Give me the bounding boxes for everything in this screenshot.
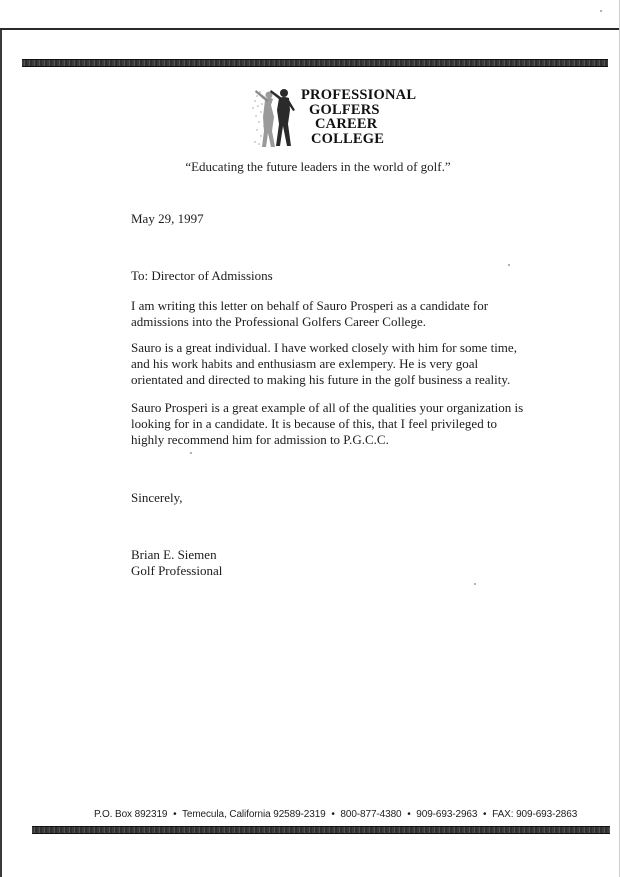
footer-po-box: P.O. Box 892319 [94,809,168,820]
paragraph-line: admissions into the Professional Golfers Career College. [131,314,426,329]
body-paragraph [131,340,517,388]
footer-phone: 909-693-2963 [416,809,478,820]
paragraph-line: highly recommend him for admission to P.G.C.C. [131,432,389,447]
paragraph-line: looking for in a candidate. It is because of this, that I feel privileged to [131,416,498,431]
paragraph-line: Sauro is a great individual. I have worked closely with him for some time, [131,340,517,355]
letter-date: May 29, 1997 [131,211,204,226]
paragraph-line: I am writing this letter on behalf of Sauro Prosperi as a candidate for [131,298,489,313]
footer-separator: • [483,809,487,820]
paragraph-line: orientated and directed to making his future in the golf business a reality. [131,372,511,387]
footer-fax: FAX: 909-693-2863 [492,809,578,820]
footer-separator: • [173,809,177,820]
letterhead-logo [247,86,447,152]
body-paragraph [131,298,488,330]
scan-edge-top [0,28,620,30]
scan-speck [474,583,476,585]
footer-rule [32,826,610,834]
org-name-line: GOLFERS [309,101,380,118]
closing: Sincerely, [131,490,183,505]
recipient-line: To: Director of Admissions [131,268,273,283]
org-name-line: COLLEGE [311,130,385,147]
scan-edge-left [0,30,2,877]
footer-contact [94,809,577,820]
tagline-text: “Educating the future leaders in the world of golf.” [185,159,451,174]
scan-speck [190,452,192,454]
paragraph-line: and his work habits and enthusiasm are exlempery. He is very goal [131,356,479,371]
footer-phone: 800-877-4380 [340,809,402,820]
paragraph-line: Sauro Prosperi is a great example of all of the qualities your organization is [131,400,524,415]
body-paragraph [131,400,523,448]
golfer-silhouettes-icon [247,86,301,150]
header-rule [22,59,608,67]
footer-separator: • [331,809,335,820]
scan-speck [508,264,510,266]
org-name-line: CAREER [315,116,378,132]
signer-name: Brian E. Siemen [131,547,217,562]
scan-speck [600,10,602,12]
tagline [0,159,620,175]
footer-separator: • [407,809,411,820]
signer-title: Golf Professional [131,563,223,578]
org-name-line: PROFESSIONAL [301,87,417,103]
org-name [301,88,416,146]
footer-city: Temecula, California 92589-2319 [181,809,326,820]
